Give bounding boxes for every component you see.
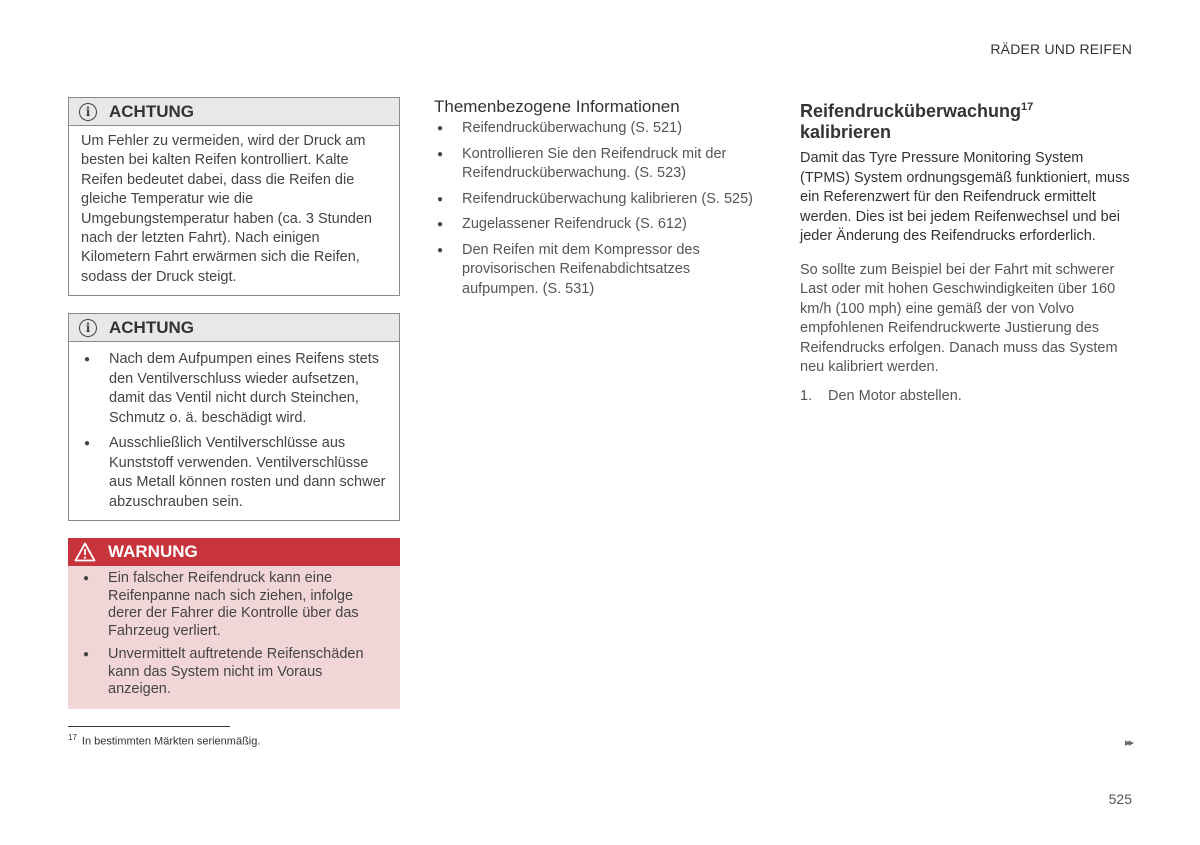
right-column <box>800 97 1132 404</box>
caution-item: ● Nach dem Aufpumpen eines Reifens stets den Ventilverschluss wieder aufsetzen, damit das Ventil nicht durch Steinchen, Schmutz o. ä. beschädigt wird. <box>81 350 387 428</box>
caution-box-2 <box>68 313 400 521</box>
step-list <box>800 388 1132 404</box>
chapter-header: RÄDER UND REIFEN <box>990 41 1132 57</box>
section-title: Reifendrucküberwachung$^{17}$ kalibrieren <box>800 101 1034 142</box>
warning-header <box>68 538 400 566</box>
warning-item: ● Ein falscher Reifendruck kann eine Reifenpanne nach sich ziehen, infolge derer der Fahrer die Kontrolle über das Fahrzeug verliert. <box>80 570 388 640</box>
related-link[interactable]: ● Zugelassener Reifendruck (S. 612) <box>434 215 759 235</box>
caution-header <box>69 98 399 126</box>
info-icon: i <box>79 319 97 337</box>
page-number: 525 <box>1108 791 1132 807</box>
footnote-ref: 17 <box>1021 101 1034 113</box>
caution-text: Um Fehler zu vermeiden, wird der Druck am besten bei kalten Reifen kontrolliert. Kalte Reifen bedeutet dabei, dass die Reifen die gleiche Temperatur wie die Umgebungstemperatur haben (ca. 3 Stunden nach der letzten Fahrt). Nach einigen Kilometern Fahrt erwärmen sich die Reifen, sodass der Druck steigt. <box>81 133 372 285</box>
caution-item: ● Ausschließlich Ventilverschlüsse aus Kunststoff verwenden. Ventilverschlüsse aus Metall können rosten und dann schwer abzuschrauben sein. <box>81 434 387 512</box>
related-link[interactable]: ● Reifendrucküberwachung kalibrieren (S. 525) <box>434 190 759 210</box>
footnote: $^{17}$ In bestimmten Märkten serienmäßig. <box>68 733 261 748</box>
caution-label: ACHTUNG <box>109 101 194 121</box>
middle-column <box>434 97 759 305</box>
related-link[interactable]: ● Reifendrucküberwachung (S. 521) <box>434 119 759 139</box>
warning-box <box>68 538 400 709</box>
section-paragraph: So sollte zum Beispiel bei der Fahrt mit schwerer Last oder mit hohen Geschwindigkeiten über 160 km/h (100 mph) eine gemäß der von Volvo empfohlenen Reifendruckwerte Justierung des Reifendrucks erfolgen. Danach muss das System neu kalibriert werden. <box>800 261 1118 375</box>
related-info-title: Themenbezogene Informationen <box>434 97 680 116</box>
caution-box-1 <box>68 97 400 296</box>
warning-label: WARNUNG <box>108 542 198 562</box>
info-icon: i <box>79 103 97 121</box>
warning-item: ● Unvermittelt auftretende Reifenschäden kann das System nicht im Voraus anzeigen. <box>80 646 388 699</box>
footnote-divider <box>68 726 230 727</box>
related-link[interactable]: ● Kontrollieren Sie den Reifendruck mit der Reifendrucküberwachung. (S. 523) <box>434 145 759 184</box>
step-item: 1. Den Motor abstellen. <box>800 387 962 404</box>
related-link[interactable]: ● Den Reifen mit dem Kompressor des provisorischen Reifenabdichtsatzes aufpumpen. (S. 531) <box>434 241 759 300</box>
section-paragraph: Damit das Tyre Pressure Monitoring System (TPMS) System ordnungsgemäß funktioniert, muss ein Referenzwert für den Reifendruck ermittelt werden. Dies ist bei jedem Reifenwechsel und bei jeder Änderung des Reifendrucks erforderlich. <box>800 150 1130 244</box>
warning-triangle-icon <box>74 542 96 562</box>
left-column <box>68 97 400 709</box>
caution-header <box>69 314 399 342</box>
caution-label: ACHTUNG <box>109 317 194 337</box>
next-page-arrows-icon[interactable]: ▸▸ <box>1124 737 1132 749</box>
